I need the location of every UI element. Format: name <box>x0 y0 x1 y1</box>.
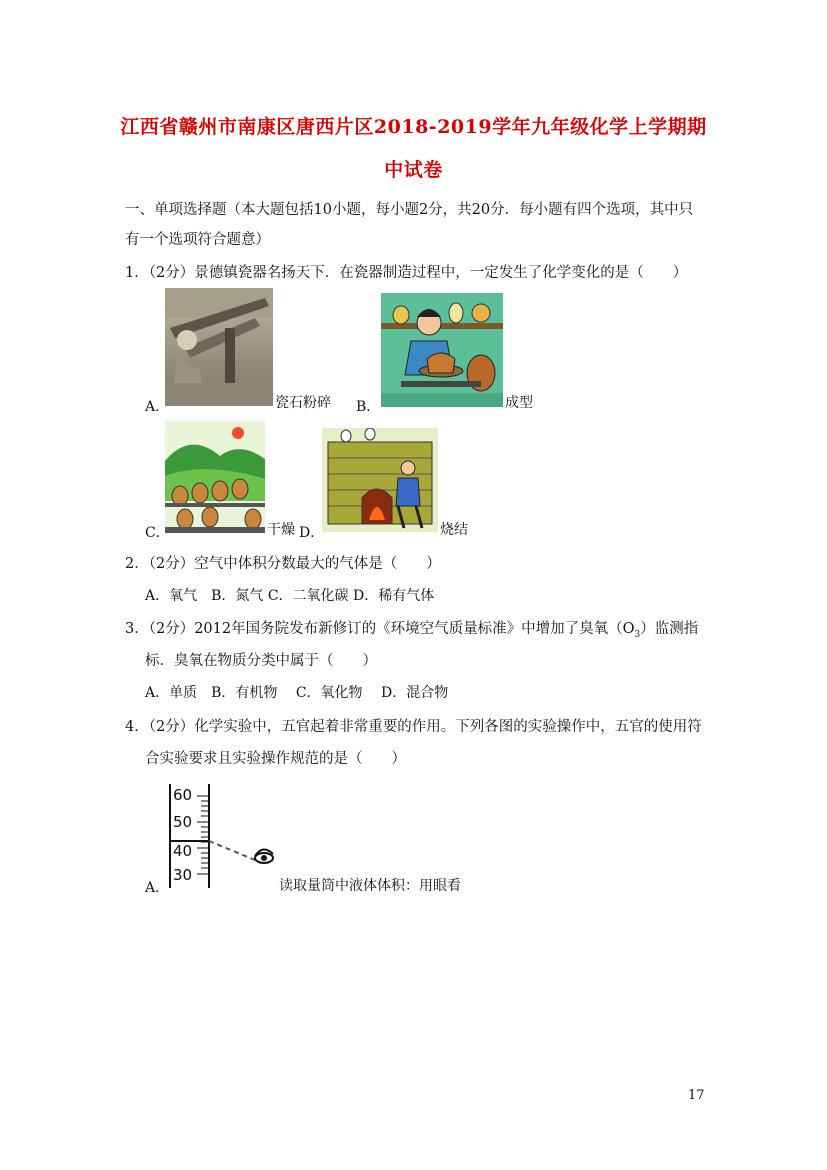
exam-title-line1: 江西省赣州市南康区唐西片区2018-2019学年九年级化学上学期期 <box>120 116 707 138</box>
q1-option-d-letter: D． <box>299 525 325 541</box>
pottery-drying-illustration <box>165 421 265 533</box>
question-2-options: A．氧气 B．氮气 C．二氧化碳 D．稀有气体 <box>145 588 435 604</box>
cylinder-tick-50: 50 <box>173 813 193 831</box>
kiln-firing-illustration <box>322 428 438 532</box>
question-3-options: A．单质 B．有机物 C．氧化物 D．混合物 <box>145 685 449 701</box>
question-3-stem-line1: 3．（2分）2012年国务院发布新修订的《环境空气质量标准》中增加了臭氧$(O_3)$监测指 <box>125 621 699 640</box>
q1-option-c-text: 干燥 <box>267 522 295 538</box>
q1-option-d-text: 烧结 <box>440 522 468 538</box>
cylinder-tick-60: 60 <box>173 786 193 804</box>
q1-option-a-letter: A． <box>145 399 170 415</box>
graduated-cylinder-diagram <box>163 782 281 890</box>
pottery-shaping-illustration <box>381 293 503 407</box>
section-heading-line2: 有一个选项符合题意） <box>125 232 270 248</box>
question-4-stem-line2: 合实验要求且实验操作规范的是（ ） <box>145 751 406 767</box>
question-4-stem-line1: 4．（2分）化学实验中，五官起着非常重要的作用。下列各图的实验操作中，五官的使用符 <box>125 719 702 735</box>
q4-option-a-letter: A． <box>145 880 170 896</box>
question-1-stem: 1．（2分）景德镇瓷器名扬天下．在瓷器制造过程中，一定发生了化学变化的是（ ） <box>125 265 688 281</box>
q1-option-b-letter: B． <box>356 399 381 415</box>
q1-option-a-text: 瓷石粉碎 <box>275 395 331 411</box>
question-3-stem-line2: 标．臭氧在物质分类中属于（ ） <box>145 653 377 669</box>
q1-option-c-letter: C． <box>145 525 170 541</box>
exam-title-line2: 中试卷 <box>384 159 443 181</box>
page-number: 17 <box>688 1088 705 1103</box>
section-heading-line1: 一、单项选择题（本大题包括10小题，每小题2分，共20分．每小题有四个选项，其中只 <box>125 202 694 218</box>
cylinder-tick-40: 40 <box>173 842 193 860</box>
stone-crushing-photo <box>165 288 273 406</box>
question-2-stem: 2．（2分）空气中体积分数最大的气体是（ ） <box>125 556 441 572</box>
q4-option-a-text: 读取量筒中液体体积：用眼看 <box>279 878 461 894</box>
q1-option-b-text: 成型 <box>505 395 533 411</box>
cylinder-tick-30: 30 <box>173 866 193 884</box>
